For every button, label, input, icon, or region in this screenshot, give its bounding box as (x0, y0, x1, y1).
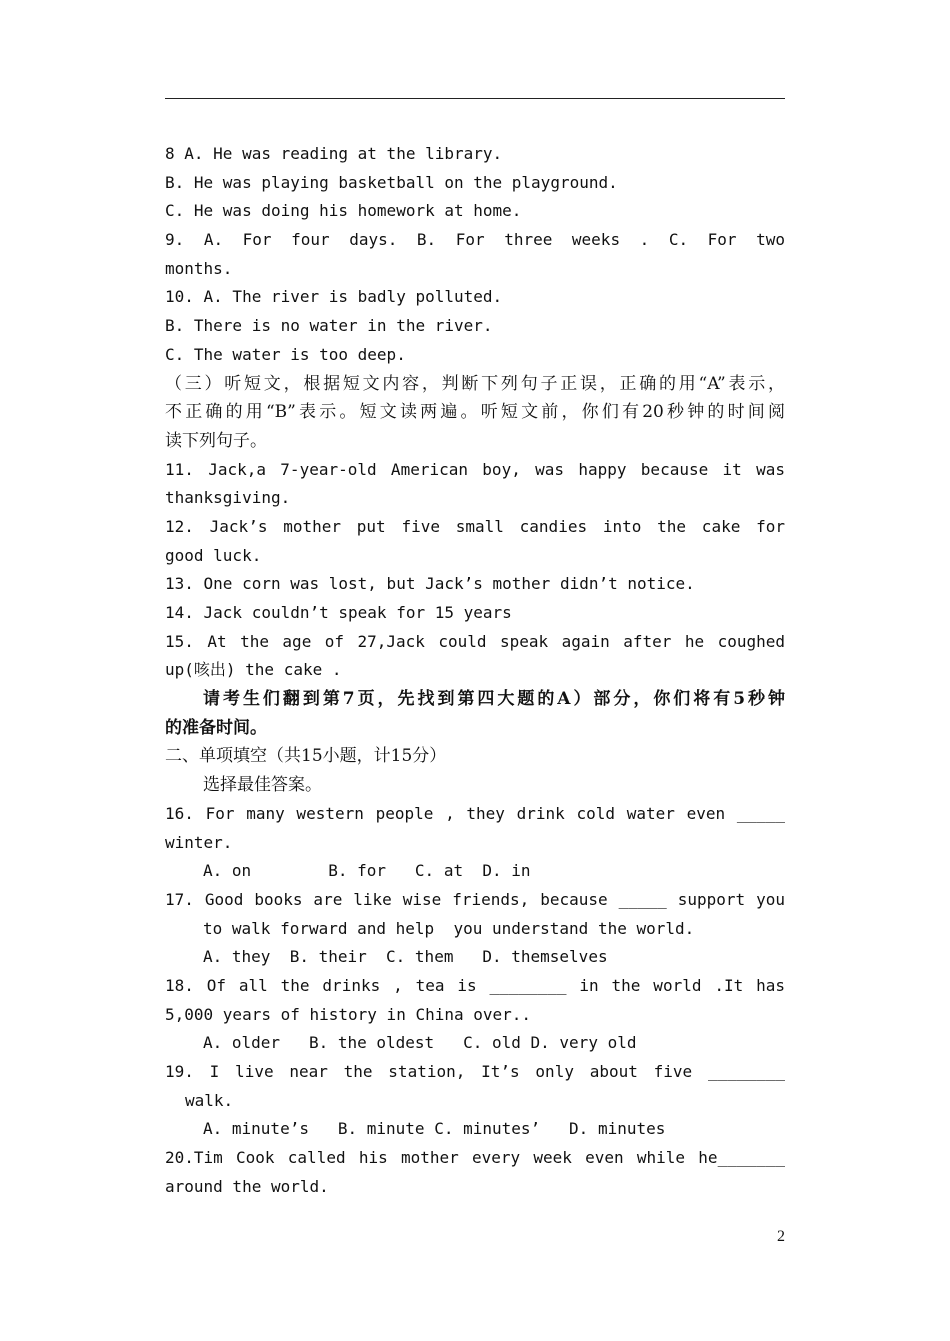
turn-page-notice-continued: 的准备时间。 (165, 717, 267, 738)
q8-option-c: C. He was doing his homework at home. (165, 201, 522, 221)
q15-statement: 15. At the age of 27,Jack could speak again after he coughed (165, 631, 785, 651)
q10-option-a: 10. A. The river is badly polluted. (165, 287, 503, 307)
q20-question: 20.Tim Cook called his mother every week even while he_______ (165, 1148, 785, 1168)
q18-question-continued: 5,000 years of history in China over.. (165, 1004, 532, 1024)
q12-statement: 12. Jack’s mother put five small candies into the cake for (165, 516, 785, 536)
q17-question: 17. Good books are like wise friends, because _____ support you (165, 889, 785, 909)
q14-statement: 14. Jack couldn’t speak for 15 years (165, 603, 512, 622)
q18-options: A. older B. the oldest C. old D. very old (203, 1033, 637, 1053)
q9-options-continued: months. (165, 258, 233, 278)
q11-statement-continued: thanksgiving. (165, 488, 291, 508)
q19-question: 19. I live near the station, It’s only about five ________ (165, 1062, 785, 1081)
q15-statement-continued: up(咳出) the cake . (165, 660, 342, 680)
q11-statement: 11. Jack,a 7-year-old American boy, was happy because it was (165, 459, 785, 479)
q13-statement: 13. One corn was lost, but Jack’s mother didn’t notice. (165, 574, 695, 594)
q20-question-continued: around the world. (165, 1176, 329, 1196)
page-content (165, 140, 785, 1201)
page-number: 2 (777, 1228, 785, 1245)
q19-options: A. minute’s B. minute C. minutes’ D. minutes (203, 1119, 666, 1139)
section-3-instructions-line-3: 读下列句子。 (165, 430, 267, 451)
turn-page-notice: 请考生们翻到第7页，先找到第四大题的A）部分，你们将有5秒钟 (203, 689, 785, 710)
section-3-instructions: （三）听短文，根据短文内容，判断下列句子正误，正确的用“A”表示， (165, 373, 785, 394)
q16-question-continued: winter. (165, 832, 233, 852)
section-2-instruction: 选择最佳答案。 (203, 775, 322, 796)
q9-options: 9. A. For four days. B. For three weeks . C. For two (165, 230, 785, 250)
q18-question: 18. Of all the drinks , tea is ________ in the world .It has (165, 975, 785, 995)
section-2-heading: 二、单项填空（共15小题，计15分） (165, 746, 447, 767)
q17-question-continued: to walk forward and help you understand the world. (203, 918, 695, 938)
q17-options: A. they B. their C. them D. themselves (203, 947, 608, 967)
section-3-instructions-line-2: 不正确的用“B”表示。短文读两遍。听短文前，你们有20秒钟的时间阅 (165, 402, 785, 423)
q19-question-continued: walk. (185, 1090, 234, 1110)
q16-question: 16. For many western people , they drink cold water even _____ (165, 803, 785, 823)
q8-option-b: B. He was playing basketball on the playground. (165, 172, 618, 192)
header-rule (165, 98, 785, 99)
q8-option-a: 8 A. He was reading at the library. (165, 144, 503, 163)
q10-option-b: B. There is no water in the river. (165, 316, 493, 336)
q16-options: A. on B. for C. at D. in (203, 861, 531, 881)
q12-statement-continued: good luck. (165, 545, 262, 565)
q10-option-c: C. The water is too deep. (165, 344, 406, 364)
